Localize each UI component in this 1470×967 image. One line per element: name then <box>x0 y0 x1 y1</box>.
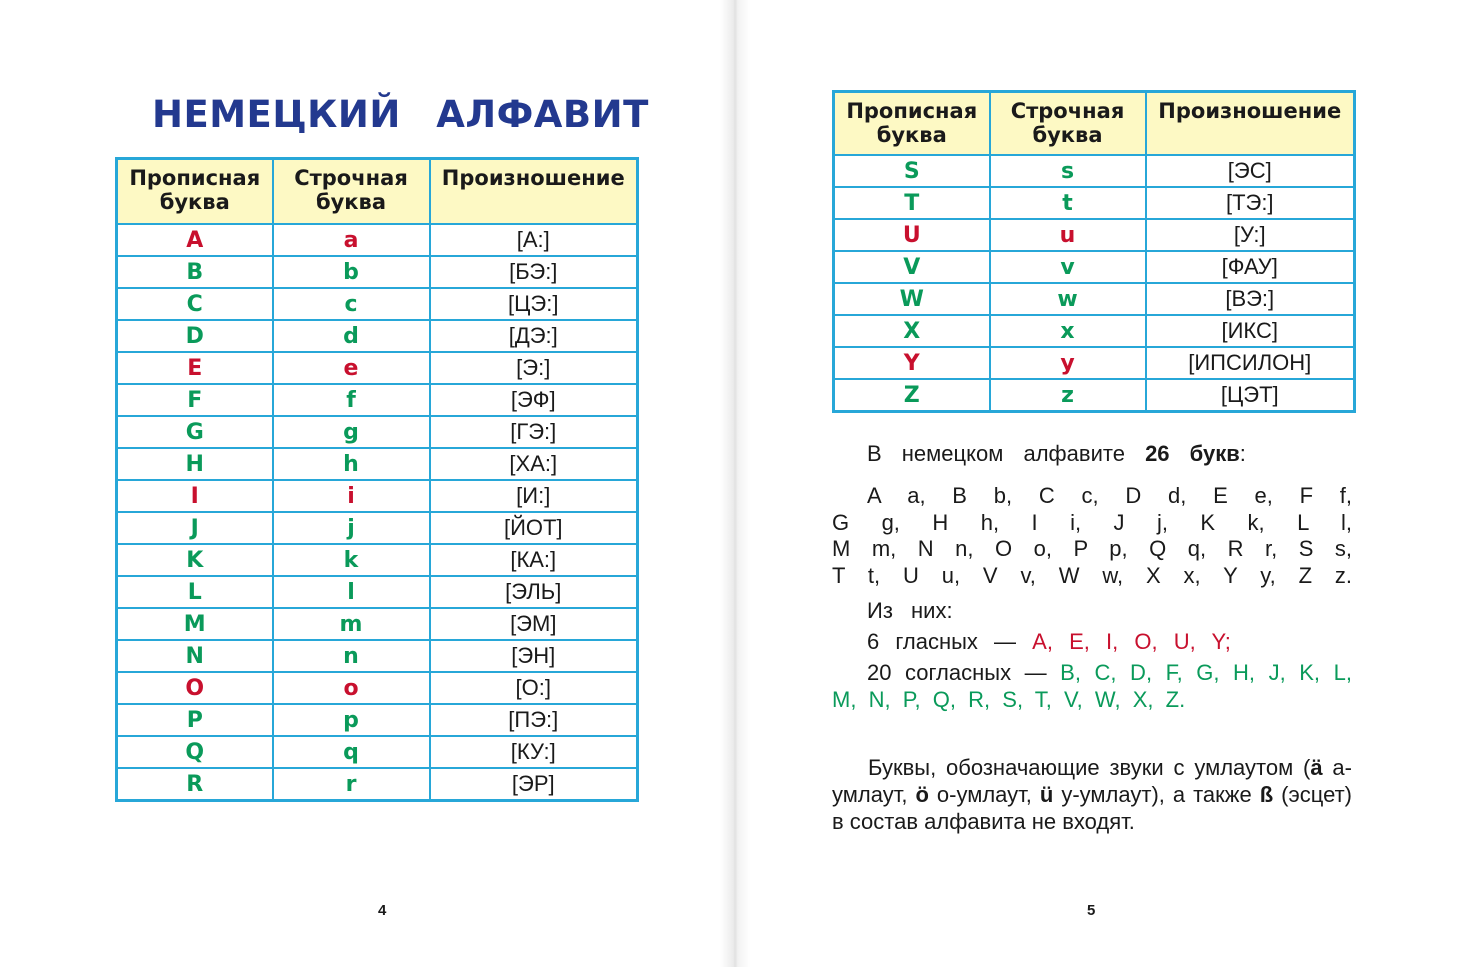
umlaut-note-text: Буквы, обозначающие звуки с умлаутом ( <box>868 755 1311 780</box>
header-uppercase: Прописная буква <box>117 159 273 225</box>
pronunciation: [ЭФ] <box>430 384 638 416</box>
consonant-letter: X <box>1132 687 1148 712</box>
table-row <box>834 347 1355 379</box>
pronunciation: [А:] <box>430 224 638 256</box>
lowercase-letter: z <box>990 379 1146 412</box>
pronunciation: [ЦЭТ] <box>1146 379 1355 412</box>
consonant-letter: G <box>1196 660 1214 685</box>
table-row <box>117 352 638 384</box>
table-body-right <box>834 155 1355 412</box>
table-row <box>834 379 1355 412</box>
vowel-letter: U <box>1173 629 1190 654</box>
lowercase-letter: u <box>990 219 1146 251</box>
consonant-letter: N <box>868 687 885 712</box>
table-row <box>117 544 638 576</box>
pronunciation: [ИКС] <box>1146 315 1355 347</box>
lowercase-letter: s <box>990 155 1146 187</box>
consonant-letter: D <box>1130 660 1146 685</box>
consonants-paragraph <box>832 659 1352 713</box>
u-umlaut-letter: ü <box>1039 782 1054 807</box>
page-number-left: 4 <box>378 902 387 919</box>
lowercase-letter: b <box>273 256 430 288</box>
pronunciation: [ЦЭ:] <box>430 288 638 320</box>
lowercase-letter: q <box>273 736 430 768</box>
uppercase-letter: J <box>117 512 273 544</box>
consonant-letter: L <box>1333 660 1346 685</box>
consonant-letter: T <box>1034 687 1046 712</box>
consonant-letter: S <box>1002 687 1017 712</box>
lowercase-letter: a <box>273 224 430 256</box>
header-pronunciation: Произношение <box>1146 92 1355 156</box>
consonant-letter: C <box>1094 660 1111 685</box>
consonant-letter: Q <box>932 687 950 712</box>
table-row <box>117 416 638 448</box>
consonant-letter: B <box>1060 660 1075 685</box>
table-row <box>117 256 638 288</box>
uppercase-letter: W <box>834 283 990 315</box>
vowels-line <box>867 628 1307 655</box>
pronunciation: [ЭР] <box>430 768 638 801</box>
uppercase-letter: C <box>117 288 273 320</box>
letter-count-word: букв <box>1189 441 1240 466</box>
vowel-letter: Y <box>1211 629 1225 654</box>
table-row <box>834 251 1355 283</box>
umlaut-note-text: а-умлаут, <box>832 755 1352 807</box>
uppercase-letter: E <box>117 352 273 384</box>
table-row <box>117 448 638 480</box>
consonant-list: B, C, D, F, G, H, J, K, L, M, N, P, Q, R, S, T, V, W, X, Z. <box>832 660 1352 712</box>
lowercase-letter: y <box>990 347 1146 379</box>
header-uppercase: Прописная буква <box>834 92 990 156</box>
alphabet-line-4: T t, U u, V v, W w, X x, Y y, Z z. <box>832 563 1352 588</box>
table-row <box>117 288 638 320</box>
uppercase-letter: X <box>834 315 990 347</box>
pronunciation: [ТЭ:] <box>1146 187 1355 219</box>
consonant-letter: R <box>968 687 985 712</box>
count-suffix: : <box>1239 441 1246 466</box>
vowel-letter: A <box>1032 629 1047 654</box>
uppercase-letter: M <box>117 608 273 640</box>
uppercase-letter: I <box>117 480 273 512</box>
pronunciation: [ДЭ:] <box>430 320 638 352</box>
uppercase-letter: V <box>834 251 990 283</box>
table-header-row <box>834 92 1355 156</box>
vowel-letter: O <box>1134 629 1152 654</box>
lowercase-letter: g <box>273 416 430 448</box>
alphabet-line-1: A a, B b, C c, D d, E e, F f, <box>867 483 1352 508</box>
lowercase-letter: r <box>273 768 430 801</box>
lowercase-letter: w <box>990 283 1146 315</box>
consonant-letter: W <box>1094 687 1115 712</box>
pronunciation: [У:] <box>1146 219 1355 251</box>
uppercase-letter: Q <box>117 736 273 768</box>
uppercase-letter: Z <box>834 379 990 412</box>
table-row <box>117 576 638 608</box>
uppercase-letter: G <box>117 416 273 448</box>
eszett-letter: ß <box>1259 782 1274 807</box>
count-prefix: В немецком алфавите <box>867 441 1125 466</box>
uppercase-letter: F <box>117 384 273 416</box>
table-row <box>117 384 638 416</box>
letter-count-sentence <box>867 440 1347 467</box>
uppercase-letter: R <box>117 768 273 801</box>
consonant-letter: Z <box>1165 687 1180 712</box>
header-lowercase: Строчная буква <box>273 159 430 225</box>
uppercase-letter: P <box>117 704 273 736</box>
uppercase-letter: N <box>117 640 273 672</box>
vowel-letter: E <box>1069 629 1084 654</box>
pronunciation: [ЭМ] <box>430 608 638 640</box>
lowercase-letter: m <box>273 608 430 640</box>
lowercase-letter: p <box>273 704 430 736</box>
lowercase-letter: f <box>273 384 430 416</box>
alphabet-table-left <box>115 157 639 802</box>
uppercase-letter: B <box>117 256 273 288</box>
header-pronunciation: Произношение <box>430 159 638 225</box>
o-umlaut-letter: ö <box>915 782 929 807</box>
lowercase-letter: o <box>273 672 430 704</box>
pronunciation: [КА:] <box>430 544 638 576</box>
lowercase-letter: j <box>273 512 430 544</box>
lowercase-letter: k <box>273 544 430 576</box>
table-row <box>117 736 638 768</box>
lowercase-letter: l <box>273 576 430 608</box>
consonant-letter: K <box>1299 660 1314 685</box>
table-row <box>834 315 1355 347</box>
pronunciation: [О:] <box>430 672 638 704</box>
uppercase-letter: A <box>117 224 273 256</box>
consonant-letter: J <box>1268 660 1280 685</box>
pronunciation: [ИПСИЛОН] <box>1146 347 1355 379</box>
pronunciation: [ЭН] <box>430 640 638 672</box>
of-them-label: Из них: <box>867 598 953 623</box>
uppercase-letter: K <box>117 544 273 576</box>
pronunciation: [Э:] <box>430 352 638 384</box>
table-row <box>834 219 1355 251</box>
consonant-letter: M <box>832 687 851 712</box>
umlaut-note-text: (эсцет) в состав алфавита не входят. <box>832 782 1352 834</box>
pronunciation: [ФАУ] <box>1146 251 1355 283</box>
lowercase-letter: d <box>273 320 430 352</box>
pronunciation: [И:] <box>430 480 638 512</box>
pronunciation: [КУ:] <box>430 736 638 768</box>
table-row <box>117 608 638 640</box>
uppercase-letter: U <box>834 219 990 251</box>
pronunciation: [ЭС] <box>1146 155 1355 187</box>
page-title: НЕМЕЦКИЙ АЛФАВИТ <box>152 93 649 136</box>
alphabet-table-right <box>832 90 1356 413</box>
pronunciation: [ГЭ:] <box>430 416 638 448</box>
consonants-label: 20 согласных — <box>867 660 1047 685</box>
table-header-row <box>117 159 638 225</box>
vowel-letter: I <box>1106 629 1113 654</box>
lowercase-letter: e <box>273 352 430 384</box>
header-lowercase: Строчная буква <box>990 92 1146 156</box>
table-row <box>117 704 638 736</box>
letter-count: 26 <box>1145 441 1170 466</box>
uppercase-letter: Y <box>834 347 990 379</box>
table-row <box>834 155 1355 187</box>
page-number-right: 5 <box>1087 902 1096 919</box>
table-row <box>117 768 638 801</box>
table-row <box>834 187 1355 219</box>
lowercase-letter: c <box>273 288 430 320</box>
vowel-list: A, E, I, O, U, Y; <box>1032 629 1231 654</box>
pronunciation: [ХА:] <box>430 448 638 480</box>
pronunciation: [ПЭ:] <box>430 704 638 736</box>
alphabet-line-3: M m, N n, O o, P p, Q q, R r, S s, <box>832 536 1352 561</box>
uppercase-letter: D <box>117 320 273 352</box>
table-row <box>117 480 638 512</box>
lowercase-letter: t <box>990 187 1146 219</box>
pronunciation: [ЭЛЬ] <box>430 576 638 608</box>
table-row <box>117 224 638 256</box>
uppercase-letter: H <box>117 448 273 480</box>
vowels-label: 6 гласных — <box>867 629 1017 654</box>
lowercase-letter: n <box>273 640 430 672</box>
umlaut-note-text: у-умлаут), а также <box>1053 782 1260 807</box>
table-row <box>117 672 638 704</box>
table-body-left <box>117 224 638 801</box>
umlaut-note-text: о-умлаут, <box>928 782 1040 807</box>
consonant-letter: H <box>1233 660 1249 685</box>
uppercase-letter: T <box>834 187 990 219</box>
table-row <box>117 640 638 672</box>
table-row <box>834 283 1355 315</box>
lowercase-letter: v <box>990 251 1146 283</box>
lowercase-letter: i <box>273 480 430 512</box>
pronunciation: [БЭ:] <box>430 256 638 288</box>
lowercase-letter: h <box>273 448 430 480</box>
table-row <box>117 512 638 544</box>
consonant-letter: F <box>1165 660 1177 685</box>
alphabet-line-2: G g, H h, I i, J j, K k, L l, <box>832 510 1352 535</box>
uppercase-letter: O <box>117 672 273 704</box>
pronunciation: [ВЭ:] <box>1146 283 1355 315</box>
pronunciation: [ЙОТ] <box>430 512 638 544</box>
uppercase-letter: L <box>117 576 273 608</box>
a-umlaut-letter: ä <box>1310 755 1323 780</box>
table-row <box>117 320 638 352</box>
consonant-letter: P <box>902 687 915 712</box>
umlaut-note <box>832 754 1352 835</box>
uppercase-letter: S <box>834 155 990 187</box>
lowercase-letter: x <box>990 315 1146 347</box>
consonant-letter: V <box>1064 687 1077 712</box>
